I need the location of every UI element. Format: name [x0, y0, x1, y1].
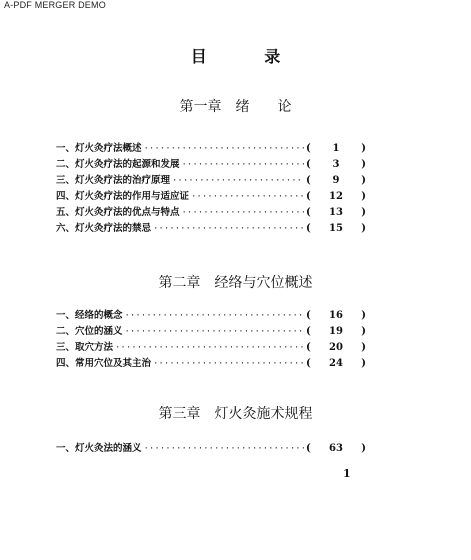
toc-page-ref: ( 20 ): [306, 340, 366, 356]
toc-entry[interactable]: [56, 308, 366, 324]
page-number: 1: [343, 467, 351, 480]
toc-page-ref: ( 16 ): [306, 308, 366, 324]
toc-list-chapter-1: [56, 141, 366, 237]
toc-list-chapter-2: [56, 308, 366, 372]
toc-page-number: 9: [332, 175, 340, 186]
toc-page-ref: ( 1 ): [306, 141, 366, 157]
toc-entry-label: 一、经络的概念: [56, 310, 123, 321]
toc-page-number: 19: [329, 326, 343, 337]
toc-leader-dots: [115, 340, 304, 356]
toc-entry-label: 三、灯火灸疗法的治疗原理: [56, 175, 171, 186]
toc-leader-dots: [182, 205, 304, 221]
chapter-title-2: 第二章 经络与穴位概述: [158, 275, 313, 291]
toc-leader-dots: [153, 356, 304, 372]
toc-page-number: 12: [329, 191, 343, 202]
chapter-title-1: 第一章 绪 论: [179, 99, 292, 115]
toc-leader-dots: [172, 173, 304, 189]
toc-page-ref: ( 13 ): [306, 205, 366, 221]
chapter-title-3: 第三章 灯火灸施术规程: [158, 406, 313, 422]
toc-entry-label: 一、灯火灸法的涵义: [56, 443, 142, 454]
toc-page-number: 20: [329, 342, 343, 353]
toc-entry[interactable]: [56, 141, 366, 157]
toc-entry[interactable]: [56, 157, 366, 173]
toc-entry[interactable]: [56, 441, 366, 457]
toc-page-number: 1: [332, 143, 340, 154]
toc-entry[interactable]: [56, 356, 366, 372]
toc-page-number: 63: [329, 443, 343, 454]
toc-leader-dots: [144, 441, 304, 457]
toc-leader-dots: [144, 141, 304, 157]
toc-entry[interactable]: [56, 221, 366, 237]
toc-entry-label: 六、灯火灸疗法的禁忌: [56, 223, 152, 234]
toc-entry[interactable]: [56, 173, 366, 189]
toc-page-number: 24: [329, 358, 343, 369]
toc-entry-label: 五、灯火灸疗法的优点与特点: [56, 207, 180, 218]
toc-leader-dots: [182, 157, 304, 173]
toc-entry[interactable]: [56, 324, 366, 340]
toc-page-number: 13: [329, 207, 343, 218]
toc-page-ref: ( 12 ): [306, 189, 366, 205]
toc-entry[interactable]: [56, 205, 366, 221]
toc-entry-label: 三、取穴方法: [56, 342, 114, 353]
toc-entry-label: 二、灯火灸疗法的起源和发展: [56, 159, 180, 170]
page-title: 目 录: [190, 47, 307, 66]
toc-page-number: 16: [329, 310, 343, 321]
toc-leader-dots: [125, 308, 304, 324]
toc-page-ref: ( 3 ): [306, 157, 366, 173]
toc-page-number: 3: [332, 159, 340, 170]
watermark-text: A-PDF MERGER DEMO: [4, 0, 106, 10]
toc-entry[interactable]: [56, 189, 366, 205]
toc-list-chapter-3: [56, 441, 366, 457]
toc-leader-dots: [153, 221, 304, 237]
toc-page-ref: ( 19 ): [306, 324, 366, 340]
toc-page-ref: ( 9 ): [306, 173, 366, 189]
toc-entry-label: 四、灯火灸疗法的作用与适应证: [56, 191, 190, 202]
toc-entry-label: 一、灯火灸疗法概述: [56, 143, 142, 154]
toc-page-ref: ( 24 ): [306, 356, 366, 372]
toc-entry-label: 二、穴位的涵义: [56, 326, 123, 337]
toc-page-ref: ( 15 ): [306, 221, 366, 237]
toc-leader-dots: [125, 324, 304, 340]
toc-page-number: 15: [329, 223, 343, 234]
toc-entry-label: 四、常用穴位及其主治: [56, 358, 152, 369]
toc-leader-dots: [191, 189, 304, 205]
toc-entry[interactable]: [56, 340, 366, 356]
toc-page-ref: ( 63 ): [306, 441, 366, 457]
